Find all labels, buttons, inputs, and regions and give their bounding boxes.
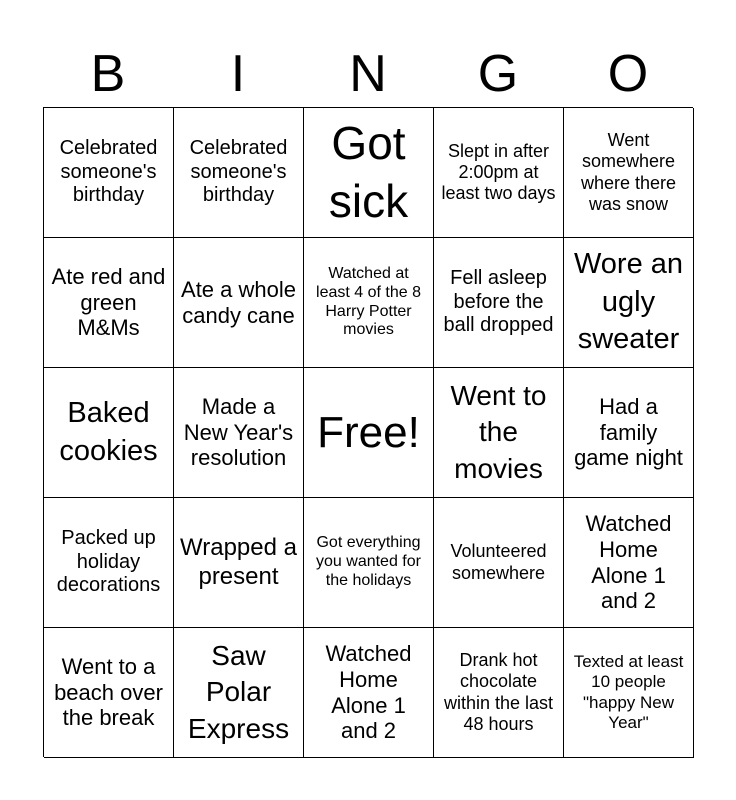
bingo-cell[interactable]: Went somewhere where there was snow — [564, 108, 694, 238]
bingo-cell[interactable]: Went to a beach over the break — [44, 628, 174, 758]
bingo-cell[interactable]: Got everything you wanted for the holidays — [304, 498, 434, 628]
header-letter-g: G — [477, 45, 519, 103]
header-letter-n: N — [349, 45, 387, 103]
bingo-cell[interactable]: Slept in after 2:00pm at least two days — [434, 108, 564, 238]
bingo-cell[interactable]: Went to the movies — [434, 368, 564, 498]
bingo-cell[interactable]: Packed up holiday decorations — [44, 498, 174, 628]
free-space[interactable]: Free! — [304, 368, 434, 498]
bingo-cell[interactable]: Baked cookies — [44, 368, 174, 498]
bingo-cell[interactable]: Got sick — [304, 108, 434, 238]
header-letter-i: I — [230, 45, 246, 103]
bingo-cell[interactable]: Volunteered somewhere — [434, 498, 564, 628]
bingo-cell[interactable]: Texted at least 10 people "happy New Year" — [564, 628, 694, 758]
bingo-cell[interactable]: Had a family game night — [564, 368, 694, 498]
bingo-header — [43, 40, 693, 108]
header-letter-b: B — [90, 45, 126, 103]
bingo-cell[interactable]: Celebrated someone's birthday — [44, 108, 174, 238]
bingo-cell[interactable]: Made a New Year's resolution — [174, 368, 304, 498]
bingo-cell[interactable]: Watched Home Alone 1 and 2 — [304, 628, 434, 758]
bingo-cell[interactable]: Ate red and green M&Ms — [44, 238, 174, 368]
bingo-grid — [43, 107, 693, 757]
bingo-cell[interactable]: Wore an ugly sweater — [564, 238, 694, 368]
bingo-cell[interactable]: Drank hot chocolate within the last 48 hours — [434, 628, 564, 758]
bingo-cell[interactable]: Wrapped a present — [174, 498, 304, 628]
bingo-cell[interactable]: Watched Home Alone 1 and 2 — [564, 498, 694, 628]
bingo-cell[interactable]: Saw Polar Express — [174, 628, 304, 758]
bingo-cell[interactable]: Fell asleep before the ball dropped — [434, 238, 564, 368]
bingo-cell[interactable]: Ate a whole candy cane — [174, 238, 304, 368]
bingo-cell[interactable]: Watched at least 4 of the 8 Harry Potter movies — [304, 238, 434, 368]
header-letter-o: O — [607, 45, 649, 103]
bingo-cell[interactable]: Celebrated someone's birthday — [174, 108, 304, 238]
